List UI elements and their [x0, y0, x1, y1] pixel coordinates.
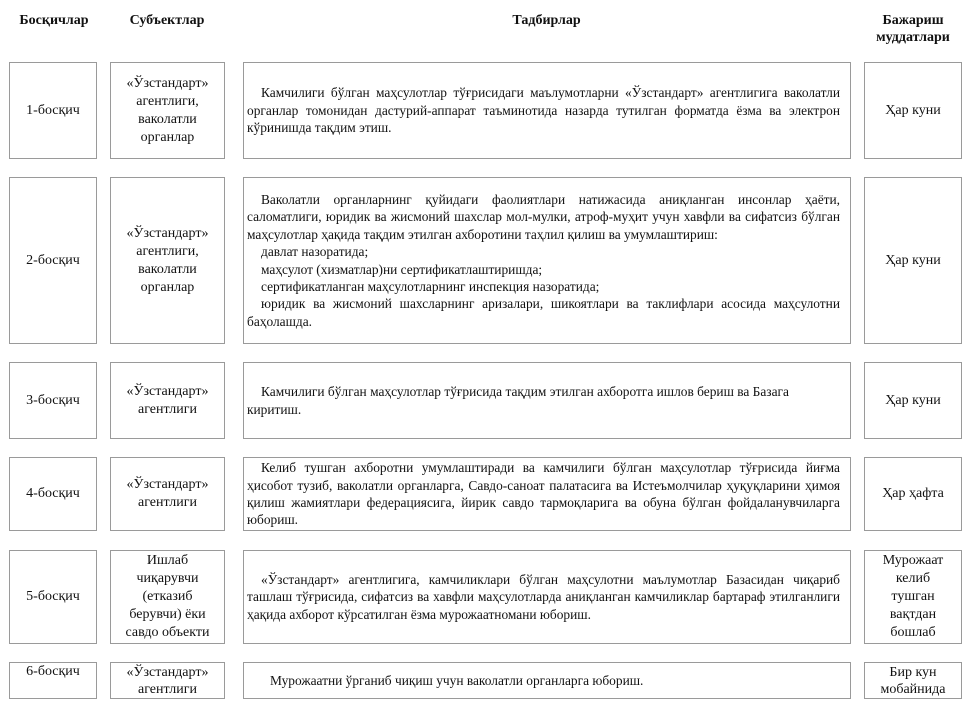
stage-label: 2-босқич: [26, 252, 80, 268]
action-text: [244, 84, 850, 136]
stage-1-box: [9, 62, 97, 159]
deadline-line: бошлаб: [890, 625, 936, 640]
subject-line: «Ўзстандарт»: [126, 75, 209, 91]
subject-line: «Ўзстандарт»: [126, 383, 209, 399]
subject-text: [127, 75, 209, 147]
subject-line: агентлиги,: [136, 243, 199, 259]
deadline-line: Мурожаат: [882, 553, 944, 568]
deadline-text: Ҳар куни: [885, 102, 941, 118]
subject-line: органлар: [140, 129, 195, 145]
subject-line: (етказиб: [142, 589, 193, 604]
subject-line: берувчи) ёки: [129, 607, 206, 622]
header-deadlines-line1: Бажариш: [882, 13, 944, 28]
stage-label: 3-босқич: [26, 392, 80, 408]
deadline-text: Ҳар куни: [885, 252, 941, 268]
action-text: [244, 672, 850, 689]
subject-1-box: [110, 62, 225, 159]
action-text: [244, 571, 850, 623]
action-list-item: давлат назоратида;: [261, 244, 369, 260]
deadline-text: Ҳар куни: [885, 392, 941, 408]
stage-5-box: [9, 550, 97, 644]
deadline-2-box: [864, 177, 962, 344]
deadline-line: вақтдан: [889, 607, 937, 622]
subject-line: чиқарувчи: [136, 571, 199, 586]
deadline-text: [880, 664, 945, 698]
subject-6-box: [110, 662, 225, 699]
action-paragraph: Камчилиги бўлган маҳсулотлар тўғрисида тақдим этилган ахборотга ишлов бериш ва Базага киритиш.: [247, 384, 789, 417]
subject-text: [127, 664, 209, 698]
stage-label: 6-босқич: [26, 664, 80, 679]
header-deadlines: [864, 12, 962, 46]
subject-text: [127, 225, 209, 297]
stage-2-box: [9, 177, 97, 344]
subject-line: «Ўзстандарт»: [126, 225, 209, 241]
action-list-item: юридик ва жисмоний шахсларнинг аризалари, шикоятлари ва таклифлари асосида маҳсулотни баҳолашда.: [247, 296, 840, 329]
deadline-line: мобайнида: [880, 681, 946, 697]
subject-line: агентлиги: [138, 401, 197, 417]
subject-line: савдо объекти: [125, 625, 210, 640]
subject-line: ваколатли: [138, 111, 197, 127]
deadline-6-box: [864, 662, 962, 699]
subject-line: агентлиги,: [136, 93, 199, 109]
subject-3-box: [110, 362, 225, 439]
action-2-box: [243, 177, 851, 344]
action-1-box: [243, 62, 851, 159]
deadline-line: Бир кун: [889, 664, 937, 680]
deadline-text: [883, 552, 944, 642]
deadline-text: Ҳар ҳафта: [882, 486, 944, 501]
header-subjects: Субъектлар: [129, 13, 205, 28]
subject-line: Ишлаб: [146, 553, 189, 568]
subject-line: агентлиги: [138, 495, 197, 510]
deadline-4-box: [864, 457, 962, 531]
action-text: [244, 459, 850, 529]
deadline-1-box: [864, 62, 962, 159]
action-3-box: [243, 362, 851, 439]
deadline-line: тушган: [891, 589, 935, 604]
header-deadlines-line2: муддатлари: [876, 30, 950, 45]
subject-line: «Ўзстандарт»: [126, 664, 209, 680]
action-4-box: [243, 457, 851, 531]
subject-2-box: [110, 177, 225, 344]
subject-line: агентлиги: [138, 681, 197, 697]
action-list-item: маҳсулот (хизматлар)ни сертификатлаштиришда;: [261, 261, 543, 277]
deadline-line: келиб: [895, 571, 931, 586]
stage-label: 4-босқич: [26, 486, 80, 501]
action-paragraph: Келиб тушган ахборотни умумлаштиради ва камчилиги бўлган маҳсулотлар тўғрисида йиғма ҳисобот тузиб, ваколатли органларга, Савдо-саноат палатасига ва Истеъмолчилар ҳуқуқларини ҳимоя қилиш жамиятлари федерациясига, йирик савдо тармоқларига ва обуна бўлган фойдаланувчиларга юбориш.: [247, 460, 840, 528]
stage-label: 5-босқич: [26, 589, 80, 604]
subject-5-box: [110, 550, 225, 644]
stage-3-box: [9, 362, 97, 439]
action-paragraph: Камчилиги бўлган маҳсулотлар тўғрисидаги маълумотларни «Ўзстандарт» агентлигига ваколатли органлар томонидан дастурий-аппарат таъминотида назарда тутилган форматда ёзма ва электрон кўринишда тақдим этиш.: [247, 85, 840, 136]
action-text: [244, 383, 850, 418]
subject-line: органлар: [140, 279, 195, 295]
subject-line: «Ўзстандарт»: [126, 477, 209, 492]
subject-line: ваколатли: [138, 261, 197, 277]
action-paragraph: «Ўзстандарт» агентлигига, камчиликлари бўлган маҳсулотни маълумотлар Базасидан чиқариб ташлаш тўғрисида, сифатсиз ва хавфли маҳсулотларда аниқланган камчиликлар бартараф этилганлиги ҳақида ахборот кўрсатилган ёзма мурожаатномани юбориш.: [247, 571, 840, 622]
action-paragraph: Мурожаатни ўрганиб чиқиш учун ваколатли органларга юбориш.: [270, 672, 644, 688]
stage-6-box: [9, 662, 97, 699]
action-list-item: сертификатланган маҳсулотларнинг инспекция назоратида;: [261, 278, 600, 294]
header-stages: Босқичлар: [19, 13, 89, 28]
subject-4-box: [110, 457, 225, 531]
stage-4-box: [9, 457, 97, 531]
stage-label: 1-босқич: [26, 102, 80, 118]
subject-text: [126, 552, 210, 642]
action-text: [244, 191, 850, 330]
header-actions: Тадбирлар: [512, 13, 581, 28]
deadline-5-box: [864, 550, 962, 644]
action-paragraph: Ваколатли органларнинг қуйидаги фаолиятлари натижасида аниқланган инсонлар ҳаёти, саломатлиги, юридик ва жисмоний шахслар мол-мулки, атроф-муҳит учун хавфли ва сифатсиз бўлган маҳсулотлар ҳақида тақдим этилган ахборотини таҳлил қилиш ва умумлаштириш:: [247, 191, 840, 242]
action-5-box: [243, 550, 851, 644]
subject-text: [127, 383, 209, 419]
action-6-box: [243, 662, 851, 699]
deadline-3-box: [864, 362, 962, 439]
subject-text: [127, 476, 209, 512]
